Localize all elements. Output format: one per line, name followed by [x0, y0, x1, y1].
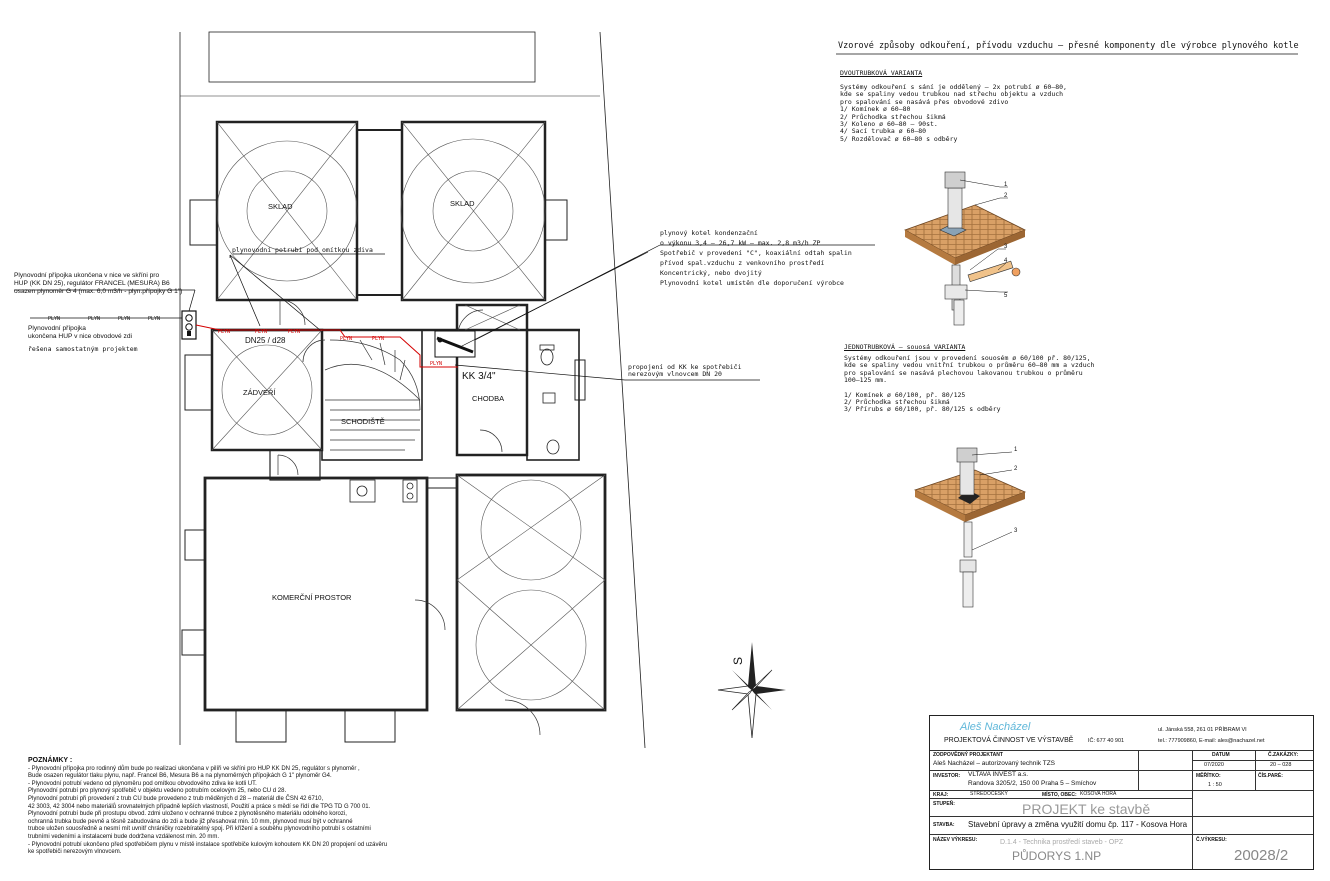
dual-variant-title: DVOUTRUBKOVÁ VARIANTA	[840, 69, 923, 77]
doors	[278, 300, 540, 735]
pipe-label-2: PLYN	[88, 316, 101, 322]
pipe-label-8: PLYN	[340, 336, 353, 342]
single-line: Systémy odkouření jsou v provedení souosém ø 60/100 př. 80/125,	[844, 354, 1091, 362]
nazev-value: PŮDORYS 1.NP	[1012, 849, 1102, 863]
room-label-sklad-1: SKLAD	[268, 202, 293, 211]
dual-line: kde se spaliny vedou trubkou nad střechu objektu a vzduch	[840, 90, 1064, 99]
note-line: Bude osazen regulátor tlaku plynu, např. Francel B6, Mesura B6 a na plynoměrných přípojkách G 1" plynoměr G4.	[28, 773, 332, 780]
note-line: - Plynovodní potrubí ukončeno před spotřebičem plynu v místě instalace spotřebiče kulovým kohoutem KK DN 20 propojení od uzávěru	[28, 841, 388, 848]
hup-line: Plynovodní přípojka ukončena v nice ve skříni pro	[14, 272, 160, 279]
single-line: pro spalování se nasává plechovou lakovanou trubkou o průměru	[844, 368, 1083, 377]
note-line: trubce uložen souosředně a nesmí mít uvnitř chráničky rozebíratelný spoj. Při křížení a souběhu plynovodního potrubí s ostatními	[28, 826, 371, 833]
note-line: Plynovodní potrubí pro plynový spotřebič v objektu vedeno potrubím ocelovým 25, nebo CU d 28.	[28, 788, 287, 795]
compass-rose	[718, 642, 786, 738]
firm-logo-name: Aleš Nacházel	[960, 721, 1031, 733]
label-misto: MÍSTO, OBEC:	[1042, 792, 1077, 798]
room-label-schodiste: SCHODIŠTĚ	[341, 417, 385, 426]
single-num-2: 2	[1014, 466, 1018, 472]
label-cislo: Č.VÝKRESU:	[1196, 837, 1227, 843]
label-meritko: MĚŘÍTKO:	[1196, 773, 1221, 779]
meritko-value: 1 : 50	[1208, 782, 1222, 788]
label-stupen: STUPEŇ:	[933, 801, 955, 807]
pipe-label-7: PLYN	[288, 329, 301, 335]
label-nazev: NÁZEV VÝKRESU:	[933, 837, 978, 843]
single-line: 2/ Průchodka střechou šikmá	[844, 398, 950, 407]
coaxial-flue-illustration	[915, 448, 1025, 607]
dual-line: 4/ Sací trubka ø 60–80	[840, 127, 927, 136]
notes-block	[28, 757, 438, 857]
stavba-value: Stavební úpravy a změna využití domu čp. 117 - Kosova Hora	[968, 820, 1188, 829]
pipe-label-5: PLYN	[218, 329, 231, 335]
connection-annotation	[28, 325, 132, 341]
kraj-value: STŘEDOČESKÝ	[970, 791, 1008, 797]
investor-value: VLTAVA INVEST a.s.	[968, 771, 1029, 778]
pipe-label-10: PLYN	[430, 361, 443, 367]
pipe-dimension-label: DN25 / d28	[245, 336, 286, 345]
room-label-chodba: CHODBA	[472, 394, 505, 403]
note-line: Plynovodní potrubí bude při prostupu obvod. zdmi uloženo v ochranné trubce z plynotěsného materiálu odolného korozi,	[28, 811, 347, 818]
title-block	[929, 715, 1314, 870]
projektant-value: Aleš Nacházel – autorizovaný technik TZS	[933, 760, 1055, 767]
boiler-line: o výkonu 3,4 – 26,7 kW – max. 2,8 m3/h ZP	[660, 239, 821, 247]
flex-hose-line: propojení od KK ke spotřebiči	[628, 363, 742, 371]
note-line: - Plynovodní přípojka pro rodinný dům bude po realizaci ukončena v pilíři ve skříni pro HUP KK DN 25, regulátor s plynoměr ,	[28, 765, 360, 772]
hup-line: osazen plynoměr G 4 (max. 6,0 m3/h - plyn.přípojky G 1")	[14, 288, 183, 295]
pipe-label-6: PLYN	[255, 329, 268, 335]
note-line: trubními vedeními a instalacemi bude dodržena vzdálenost min. 20 mm.	[28, 833, 220, 840]
nazev-subtitle: D.1.4 - Technika prostředí staveb - OPZ	[1000, 839, 1124, 846]
label-kraj: KRAJ:	[933, 792, 949, 798]
dual-line: 5/ Rozdělovač ø 60–80 s odběry	[840, 134, 958, 143]
dual-num-3: 3	[1004, 244, 1008, 250]
hup-annotation	[14, 272, 182, 296]
misto-value: KOSOVA HORA	[1080, 791, 1117, 797]
dual-variant-text	[840, 84, 1067, 143]
connection-line: Plynovodní přípojka	[28, 325, 86, 332]
hup-cabinet	[182, 311, 196, 339]
connection-line: ukončena HUP v nice obvodové zdi	[28, 333, 132, 340]
investor-address: Randova 3205/2, 150 00 Praha 5 – Smíchov	[968, 780, 1097, 787]
boiler-line: Koncentrický, nebo dvojitý	[660, 269, 762, 277]
single-line: 3/ Přírubs ø 60/100, př. 80/125 s odběry	[844, 405, 1001, 414]
notes-heading: POZNÁMKY :	[28, 757, 73, 764]
firm-address: ul. Jánská 558, 261 01 PŘÍBRAM VI	[1158, 727, 1247, 733]
room-label-zadveri: ZÁDVEŘÍ	[243, 388, 276, 397]
single-variant-text	[844, 355, 1094, 414]
dual-line: 1/ Komínek ø 60–80	[840, 105, 911, 114]
dual-num-2: 2	[1004, 193, 1008, 199]
boiler-line: Spotřebič v provedení "C", koaxiální odtah spalin	[660, 249, 852, 257]
hup-line: HUP (KK DN 25), regulátor FRANCEL (MESURA) B6	[14, 280, 170, 287]
separate-project-note: řešena samostatným projektem	[28, 345, 138, 353]
flue-examples-title: Vzorové způsoby odkouření, přívodu vzduchu – přesné komponenty dle výrobce plynového kotle	[838, 41, 1299, 51]
gas-pipe-route	[196, 325, 458, 367]
single-line: 1/ Komínek ø 60/100, př. 80/125	[844, 390, 966, 399]
single-num-1: 1	[1014, 447, 1018, 453]
staircase	[325, 340, 420, 450]
pipe-label-3: PLYN	[118, 316, 131, 322]
ball-valve-label: KK 3/4"	[462, 371, 496, 382]
compass-letter: S	[731, 656, 745, 665]
single-line: 100–125 mm.	[844, 376, 888, 385]
pipe-label-4: PLYN	[148, 316, 161, 322]
flex-hose-annotation	[628, 364, 742, 379]
under-plaster-label: plynovodní potrubí pod omítkou zdiva	[232, 246, 373, 254]
pipe-label-9: PLYN	[372, 336, 385, 342]
gas-boiler-symbol	[435, 331, 475, 357]
note-line: Plynovodní potrubí při provedení z trub CU bude provedeno z trub měděných d 28 – materiál dle ČSN 42 6710,	[28, 795, 324, 802]
single-line: kde se spaliny vedou vnitřní trubkou o průměru 60–80 mm a vzduch	[844, 361, 1095, 370]
dual-num-1: 1	[1004, 182, 1008, 188]
note-line: ke spotřebiči nerezovým vlnovcem.	[28, 849, 122, 856]
boiler-annotation	[660, 228, 852, 288]
boiler-line: přívod spal.vzduchu z venkovního prostředí	[660, 259, 825, 267]
label-stavba: STAVBA:	[933, 822, 955, 828]
label-cis-pare: ČÍS.PARÉ:	[1258, 773, 1283, 779]
boiler-line: plynový kotel kondenzační	[660, 229, 758, 237]
dual-line: Systémy odkouření s sání je oddělený – 2x potrubí ø 60–80,	[840, 83, 1067, 91]
label-zakazka: Č.ZAKÁZKY:	[1268, 752, 1299, 758]
dual-num-5: 5	[1004, 293, 1008, 299]
stupen-value: PROJEKT ke stavbě	[1022, 801, 1151, 817]
pipe-label-1: PLYN	[48, 316, 61, 322]
dual-line: 2/ Průchodka střechou šikmá	[840, 112, 946, 121]
label-projektant: ZODPOVĚDNÝ PROJEKTANT	[933, 752, 1003, 758]
single-num-3: 3	[1014, 528, 1018, 534]
dual-num-4: 4	[1004, 258, 1008, 264]
cislo-value: 20028/2	[1234, 847, 1289, 864]
room-label-komercni: KOMERČNÍ PROSTOR	[272, 593, 352, 602]
datum-value: 07/2020	[1204, 762, 1224, 768]
dual-line: 3/ Koleno ø 60–80 – 90st.	[840, 120, 938, 129]
firm-subtitle: PROJEKTOVÁ ČINNOST VE VÝSTAVBĚ	[944, 737, 1074, 744]
label-investor: INVESTOR:	[933, 773, 961, 779]
flex-hose-line: nerezovým vlnovcem DN 20	[628, 370, 722, 379]
firm-ico: IČ: 677 40 901	[1088, 738, 1125, 744]
note-line: 42 3003, 42 3004 nebo materiálů srovnatelných případně lepších vlastností, Použití a práce s mědí se řídí dle TPG TD G 700 01.	[28, 803, 371, 810]
room-label-sklad-2: SKLAD	[450, 199, 475, 208]
dual-line: pro spalování se nasává přes obvodové zdivo	[840, 97, 1009, 106]
label-datum: DATUM	[1212, 752, 1230, 758]
note-line: ochranná trubka bude pevně a těsně zabudována do zdi a bude již přesahovat min. 10 mm, plynovod musí být v ochranné	[28, 818, 353, 825]
firm-contact: tel.: 777909860, E-mail: ales@nachazel.net	[1158, 738, 1265, 744]
boiler-line: Plynovodní kotel umístěn dle doporučení výrobce	[660, 279, 844, 287]
single-variant-title: JEDNOTRUBKOVÁ – souosá VARIANTA	[844, 343, 966, 351]
note-line: - Plynovodní potrubí vedeno od plynoměru pod omítkou obvodového zdiva ke kotli UT.	[28, 780, 257, 787]
zakazka-value: 20 – 028	[1270, 762, 1292, 768]
